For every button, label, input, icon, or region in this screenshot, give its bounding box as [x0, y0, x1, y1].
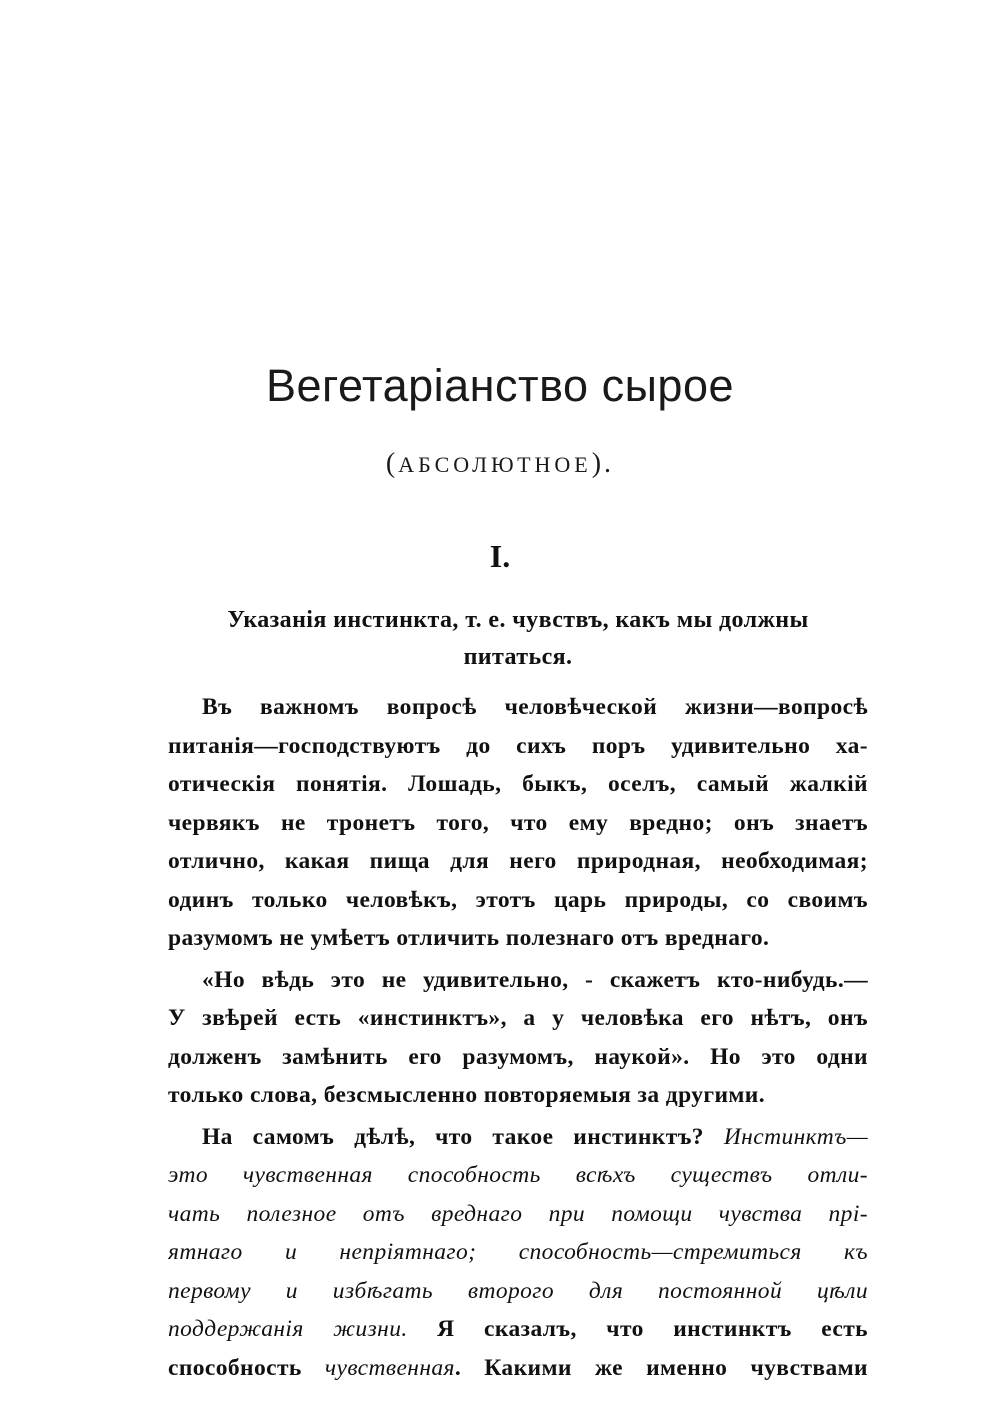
- section-heading: [168, 602, 868, 676]
- paragraph-line: отлично, какая пища для него природная, необходимая;: [168, 848, 868, 874]
- section-heading-line: Указанія инстинкта, т. е. чувствъ, какъ мы должны: [227, 607, 809, 633]
- paragraph-line: одинъ только человѣкъ, этотъ царь природы, со своимъ: [168, 886, 868, 913]
- italic-text: первому и избѣгать второго для постоянной цѣли: [168, 1277, 868, 1304]
- paragraph-line: У звѣрей есть «инстинктъ», а у человѣка его нѣтъ, онъ: [168, 1005, 868, 1031]
- paragraph-line: разумомъ не умѣетъ отличить полезнаго отъ вреднаго.: [168, 925, 770, 951]
- paragraph-line: [168, 1118, 868, 1157]
- paragraph-line: питанія—господствуютъ до сихъ поръ удивительно ха-: [168, 732, 868, 759]
- page-title: Вегетаріанство сырое: [266, 360, 734, 411]
- subtitle-open-paren: (: [385, 448, 399, 479]
- paragraph-line: червякъ не тронетъ того, что ему вредно; онъ знаетъ: [168, 809, 868, 836]
- italic-text: чувственная: [324, 1354, 455, 1381]
- italic-text: поддержанія жизни.: [168, 1316, 438, 1342]
- italic-text: это чувственная способность всѣхъ существъ отли-: [168, 1162, 868, 1188]
- body-text: [168, 688, 868, 1387]
- paragraph-line: «Но вѣдь это не удивительно, - скажетъ кто-нибудь.—: [202, 966, 868, 993]
- roman-text: . Какими же именно чувствами: [454, 1354, 868, 1381]
- paragraph-line: [168, 1156, 868, 1195]
- paragraph-line: только слова, безсмысленно повторяемыя за другими.: [168, 1082, 766, 1108]
- paragraph-line: долженъ замѣнить его разумомъ, наукой». Но это одни: [168, 1043, 868, 1070]
- italic-text: ятнаго и непріятнаго; способность—стремиться къ: [168, 1239, 868, 1265]
- paragraph-line: [168, 1349, 868, 1388]
- subtitle-close-paren: ).: [591, 448, 615, 479]
- paragraph-line: [168, 1233, 868, 1272]
- italic-text: Инстинктъ—: [723, 1123, 868, 1150]
- section-number: I.: [489, 538, 511, 574]
- section-heading-line: питаться.: [463, 644, 573, 670]
- subtitle-text: АБСОЛЮТНОЕ: [398, 452, 592, 477]
- roman-text: Я сказалъ, что инстинктъ есть: [437, 1316, 868, 1342]
- roman-text: На самомъ дѣлѣ, что такое инстинктъ?: [202, 1123, 724, 1150]
- paragraph-line: отическія понятія. Лошадь, быкъ, оселъ, самый жалкій: [168, 771, 868, 797]
- italic-text: чать полезное отъ вреднаго при помощи чувства прі-: [168, 1200, 868, 1227]
- paragraph-line: [168, 1195, 868, 1234]
- paragraph-line: [168, 1272, 868, 1311]
- paragraph-line: Въ важномъ вопросѣ человѣческой жизни—вопросѣ: [202, 694, 868, 720]
- paragraph-line: [168, 1310, 868, 1349]
- roman-text: способность: [168, 1354, 325, 1381]
- subtitle: [0, 448, 1000, 480]
